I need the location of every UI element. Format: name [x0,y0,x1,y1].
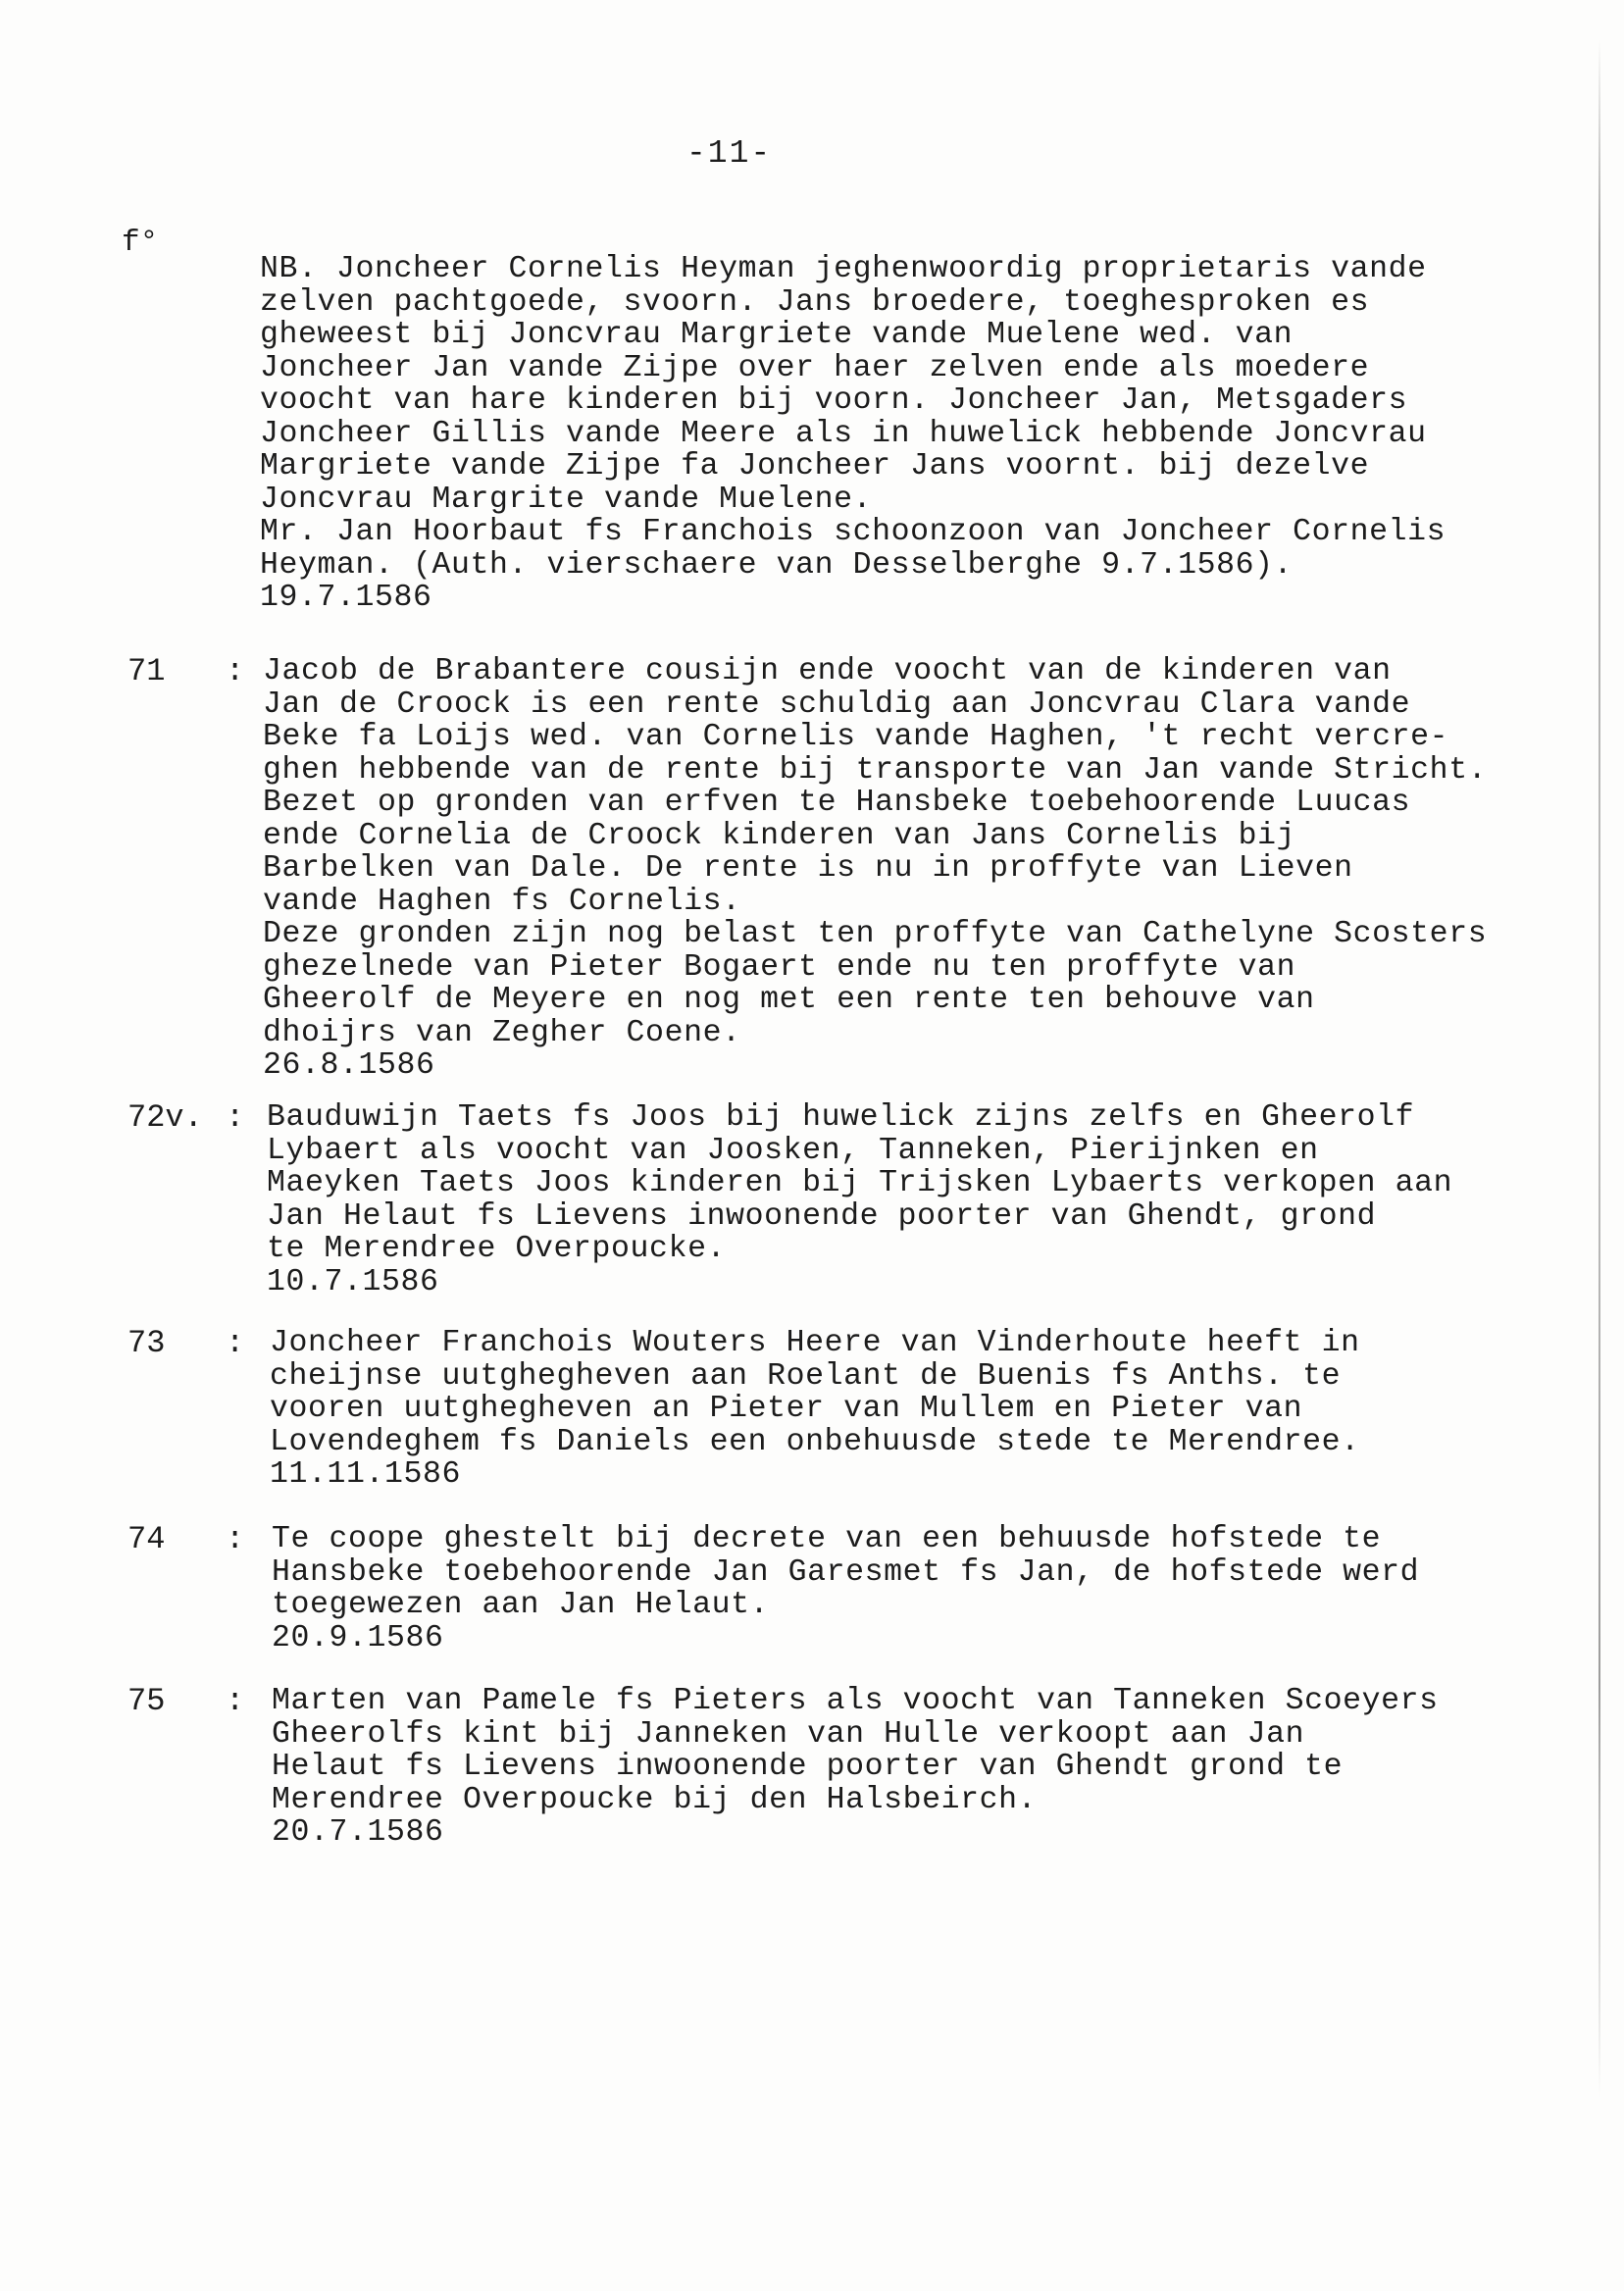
text-line: Lovendeghem fs Daniels een onbehuusde stede te Merendree. [270,1424,1360,1459]
entry-text [272,1523,1605,1655]
text-line: vande Haghen fs Cornelis. [263,884,741,919]
entry-text [270,1327,1603,1492]
text-line: vooren uutghegheven an Pieter van Mullem en Pieter van [270,1392,1303,1426]
text-line: zelven pachtgoede, svoorn. Jans broedere, toeghesproken es [260,284,1370,320]
text-line: ende Cornelia de Croock kinderen van Jans Cornelis bij [263,818,1296,853]
text-line: ghezelnede van Pieter Bogaert ende nu ten proffyte van [263,949,1296,985]
entry-colon: : [226,1683,245,1719]
folio-mark: f° [122,226,159,260]
text-line: gheweest bij Joncvrau Margriete vande Muelene wed. van [260,318,1294,352]
entry-text [263,655,1597,1083]
entry-date: 10.7.1586 [267,1264,439,1299]
text-line: Gheerolf de Meyere en nog met een rente ten behouve van [263,983,1315,1017]
text-line: Mr. Jan Hoorbaut fs Franchois schoonzoon van Joncheer Cornelis [260,515,1446,549]
text-line: Joncvrau Margrite vande Muelene. [260,482,873,517]
text-line: Lybaert als voocht van Joosken, Tanneken, Pierijnken en [267,1133,1319,1168]
text-line: Te coope ghestelt bij decrete van een behuusde hofstede te [272,1522,1382,1556]
entry-text [272,1685,1605,1850]
text-line: te Merendree Overpoucke. [267,1232,727,1266]
entry-colon: : [226,1521,245,1557]
text-line: Gheerolfs kint bij Janneken van Hulle verkoopt aan Jan [272,1716,1305,1752]
text-line: dhoijrs van Zegher Coene. [263,1015,741,1050]
text-line: NB. Joncheer Cornelis Heyman jeghenwoordig proprietaris vande [260,252,1427,286]
entry-date: 20.9.1586 [272,1620,444,1655]
text-line: Bezet op gronden van erfven te Hansbeke toebehoorende Luucas [263,786,1411,820]
page-number: -11- [686,135,773,172]
text-line: Deze gronden zijn nog belast ten proffyte van Cathelyne Scosters [263,917,1488,951]
entry-number: 75 [127,1683,166,1719]
entry-number: 73 [127,1325,166,1361]
text-line: toegewezen aan Jan Helaut. [272,1588,770,1622]
text-line: Joncheer Jan vande Zijpe over haer zelven ende als moedere [260,350,1370,385]
text-line: Heyman. (Auth. vierschaere van Desselberghe 9.7.1586). [260,547,1294,583]
entry-number: 74 [127,1521,166,1557]
entry-date: 26.8.1586 [263,1048,435,1083]
text-line: voocht van hare kinderen bij voorn. Joncheer Jan, Metsgaders [260,383,1408,418]
entry-number: 71 [127,653,166,689]
text-line: Marten van Pamele fs Pieters als voocht van Tanneken Scoeyers [272,1684,1439,1718]
entry-date: 20.7.1586 [272,1815,444,1850]
text-line: Helaut fs Lievens inwoonende poorter van Ghendt grond te [272,1750,1344,1784]
nb-entry-text [260,253,1594,615]
text-line: Margriete vande Zijpe fa Joncheer Jans voornt. bij dezelve [260,449,1370,484]
entry-number: 72v. [127,1099,203,1136]
text-line: Beke fa Loijs wed. van Cornelis vande Haghen, 't recht vercre- [263,720,1449,754]
entry-colon: : [226,1099,245,1136]
text-line: Joncheer Franchois Wouters Heere van Vinderhoute heeft in [270,1326,1360,1360]
text-line: Jan Helaut fs Lievens inwoonende poorter van Ghendt, grond [267,1198,1377,1234]
entry-colon: : [226,1325,245,1361]
text-line: Barbelken van Dale. De rente is nu in proffyte van Lieven [263,851,1353,886]
text-line: Maeyken Taets Joos kinderen bij Trijsken Lybaerts verkopen aan [267,1166,1453,1200]
text-line: ghen hebbende van de rente bij transporte van Jan vande Stricht. [263,752,1488,788]
text-line: Hansbeke toebehoorende Jan Garesmet fs Jan, de hofstede werd [272,1554,1420,1590]
entry-colon: : [226,653,245,689]
text-line: Jacob de Brabantere cousijn ende voocht van de kinderen van [263,654,1392,688]
entry-date: 19.7.1586 [260,581,432,615]
entry-date: 11.11.1586 [270,1457,462,1492]
text-line: cheijnse uutghegheven aan Roelant de Buenis fs Anths. te [270,1358,1342,1394]
text-line: Merendree Overpoucke bij den Halsbeirch. [272,1782,1038,1817]
text-line: Jan de Croock is een rente schuldig aan Joncvrau Clara vande [263,687,1411,722]
text-line: Joncheer Gillis vande Meere als in huwelick hebbende Joncvrau [260,416,1427,451]
text-line: Bauduwijn Taets fs Joos bij huwelick zijns zelfs en Gheerolf [267,1100,1415,1135]
entry-text [267,1101,1600,1298]
